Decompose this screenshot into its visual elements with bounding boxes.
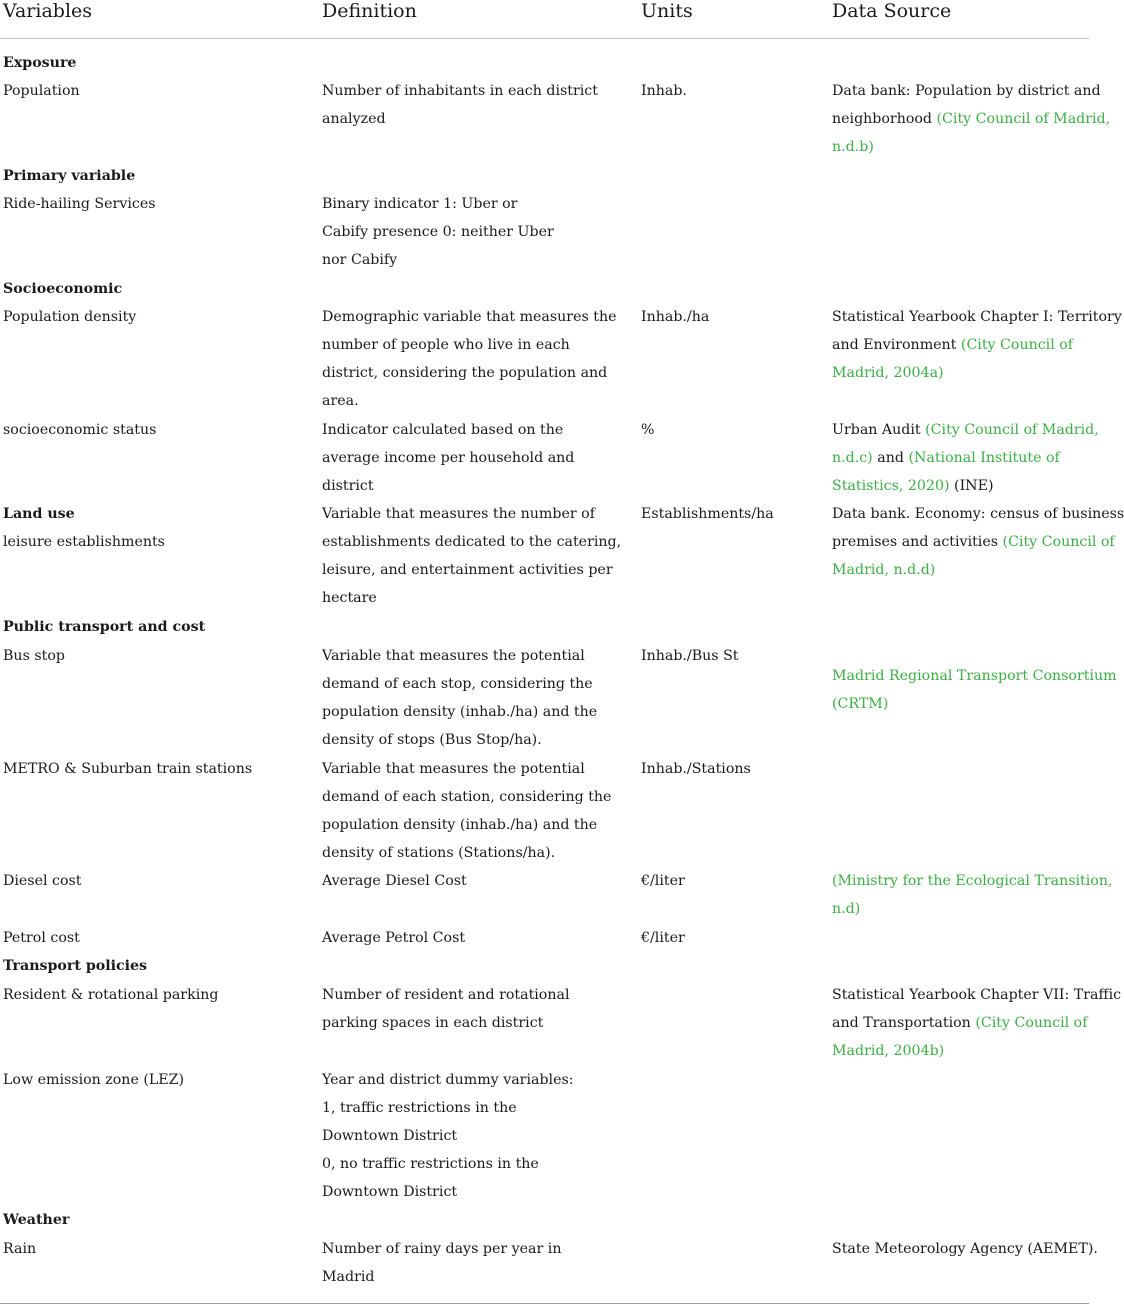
definition-cell: Average Diesel Cost	[322, 873, 467, 889]
source-cell	[832, 77, 1110, 161]
definition-line: Indicator calculated based on the	[322, 422, 564, 438]
definition-line: area.	[322, 393, 359, 410]
source-cell	[832, 303, 1122, 387]
source-text: neighborhood	[832, 111, 937, 128]
source-cell	[832, 416, 1099, 500]
citation-link[interactable]: (City Council of	[1002, 534, 1115, 551]
definition-line: Madrid	[322, 1269, 375, 1286]
definition-line: population density (inhab./ha) and the	[322, 817, 598, 834]
variable-name: leisure establishments	[3, 534, 165, 551]
definition-cell	[322, 303, 617, 415]
source-cell	[832, 867, 1112, 923]
definition-line: Downtown District	[322, 1184, 458, 1201]
header-definition: Definition	[322, 0, 417, 22]
header-units: Units	[641, 0, 693, 22]
citation-link[interactable]: Madrid Regional Transport Consortium	[832, 668, 1117, 684]
citation-link[interactable]: n.d.b)	[832, 139, 874, 156]
definition-line: Year and district dummy variables:	[322, 1072, 574, 1088]
definition-line: Variable that measures the number of	[322, 506, 595, 522]
units-cell: Inhab./ha	[641, 309, 710, 325]
citation-link[interactable]: Statistics, 2020)	[832, 478, 950, 495]
citation-link[interactable]: (National Institute of	[908, 450, 1060, 467]
variable-name: Ride-hailing Services	[3, 196, 156, 212]
variable-name: Population density	[3, 309, 137, 325]
source-line	[832, 444, 1099, 472]
definition-line: population density (inhab./ha) and the	[322, 704, 598, 721]
source-text: Urban Audit	[832, 422, 926, 438]
definition-line: demand of each station, considering the	[322, 789, 612, 806]
source-cell	[832, 662, 1117, 718]
definition-line: leisure, and entertainment activities per	[322, 562, 613, 579]
definition-cell	[322, 1235, 561, 1291]
header-data-source: Data Source	[832, 0, 952, 22]
source-line: Data bank. Economy: census of business	[832, 506, 1124, 522]
units-cell: %	[641, 422, 655, 438]
definition-cell	[322, 755, 611, 867]
variable-name: Diesel cost	[3, 873, 82, 889]
source-line	[832, 528, 1124, 556]
citation-link[interactable]: (City Council of Madrid,	[936, 111, 1111, 128]
variable-name: socioeconomic status	[3, 422, 157, 438]
source-text: and Environment	[832, 337, 961, 354]
units-cell: Inhab.	[641, 83, 687, 99]
section-label: Exposure	[3, 55, 77, 71]
definition-line: hectare	[322, 590, 377, 607]
definition-cell	[322, 1066, 574, 1206]
variable-name: Population	[3, 83, 80, 99]
definition-line: Variable that measures the potential	[322, 648, 585, 664]
table-header	[0, 0, 1089, 39]
source-line	[832, 1009, 1121, 1037]
variable-name: Petrol cost	[3, 930, 80, 946]
definition-line: number of people who live in each	[322, 337, 570, 354]
definition-line: 0, no traffic restrictions in the	[322, 1156, 539, 1173]
citation-link[interactable]: (CRTM)	[832, 696, 889, 713]
definition-line: 1, traffic restrictions in the	[322, 1100, 517, 1117]
units-cell: €/liter	[641, 873, 685, 889]
section-label: Weather	[3, 1212, 70, 1228]
definition-line: Cabify presence 0: neither Uber	[322, 224, 554, 241]
definition-line: Number of rainy days per year in	[322, 1241, 562, 1257]
citation-link[interactable]: Madrid, 2004a)	[832, 365, 944, 382]
definition-line: average income per household and	[322, 450, 575, 467]
definition-line: Downtown District	[322, 1128, 458, 1145]
citation-link[interactable]: n.d.c)	[832, 450, 873, 467]
citation-link[interactable]: n.d)	[832, 901, 861, 918]
variable-name: Resident & rotational parking	[3, 987, 219, 1003]
variable-name: Bus stop	[3, 648, 65, 664]
definition-cell	[322, 190, 554, 274]
section-label: Public transport and cost	[3, 619, 206, 635]
citation-link[interactable]: (City Council of	[975, 1015, 1088, 1032]
units-cell: €/liter	[641, 930, 685, 946]
source-text: (INE)	[949, 478, 994, 495]
source-line: Statistical Yearbook Chapter I: Territory	[832, 309, 1122, 325]
variable-name: METRO & Suburban train stations	[3, 761, 253, 777]
source-line	[832, 472, 1099, 500]
definition-cell	[322, 77, 598, 133]
definition-cell	[322, 642, 597, 754]
definition-line: establishments dedicated to the catering,	[322, 534, 622, 551]
units-cell: Inhab./Stations	[641, 761, 751, 777]
source-line	[832, 105, 1110, 133]
definition-line: analyzed	[322, 111, 386, 128]
table-bottom-rule	[0, 1303, 1089, 1304]
definition-line: nor Cabify	[322, 252, 398, 269]
definition-line: density of stations (Stations/ha).	[322, 845, 556, 862]
source-line: Data bank: Population by district and	[832, 83, 1101, 99]
source-line	[832, 416, 1099, 444]
citation-link[interactable]: (City Council of	[960, 337, 1074, 354]
definition-line: parking spaces in each district	[322, 1015, 544, 1032]
source-line	[832, 331, 1122, 359]
source-cell	[832, 500, 1124, 584]
definition-line: Number of inhabitants in each district	[322, 83, 598, 99]
definition-line: Variable that measures the potential	[322, 761, 585, 777]
section-label: Land use	[3, 506, 75, 522]
section-label: Transport policies	[3, 958, 148, 974]
source-text: and	[872, 450, 909, 467]
citation-link[interactable]: Madrid, n.d.d)	[832, 562, 936, 579]
source-line: Statistical Yearbook Chapter VII: Traffic	[832, 987, 1122, 1003]
definition-line: district	[322, 478, 374, 495]
definition-cell	[322, 416, 574, 500]
definition-line: Number of resident and rotational	[322, 987, 570, 1003]
section-label: Primary variable	[3, 168, 136, 184]
variable-cell	[3, 500, 165, 556]
header-variables: Variables	[3, 0, 93, 22]
definition-line: district, considering the population and	[322, 365, 608, 382]
source-text: and Transportation	[832, 1015, 976, 1032]
variable-name: Rain	[3, 1241, 37, 1257]
definition-cell	[322, 500, 621, 612]
citation-link[interactable]: (City Council of Madrid,	[925, 422, 1099, 438]
definition-cell	[322, 981, 570, 1037]
definition-cell: Average Petrol Cost	[322, 930, 466, 946]
variable-name: Low emission zone (LEZ)	[3, 1072, 185, 1088]
section-label: Socioeconomic	[3, 281, 123, 297]
source-text: premises and activities	[832, 534, 1003, 551]
citation-link[interactable]: Madrid, 2004b)	[832, 1043, 945, 1060]
definition-line: demand of each stop, considering the	[322, 676, 593, 693]
source-cell: State Meteorology Agency (AEMET).	[832, 1241, 1098, 1257]
definition-line: Demographic variable that measures the	[322, 309, 617, 325]
definition-line: Binary indicator 1: Uber or	[322, 196, 518, 212]
citation-link[interactable]: (Ministry for the Ecological Transition,	[832, 873, 1113, 889]
units-cell: Inhab./Bus St	[641, 648, 739, 664]
definition-line: density of stops (Bus Stop/ha).	[322, 732, 542, 749]
source-cell	[832, 981, 1121, 1065]
units-cell: Establishments/ha	[641, 506, 774, 522]
